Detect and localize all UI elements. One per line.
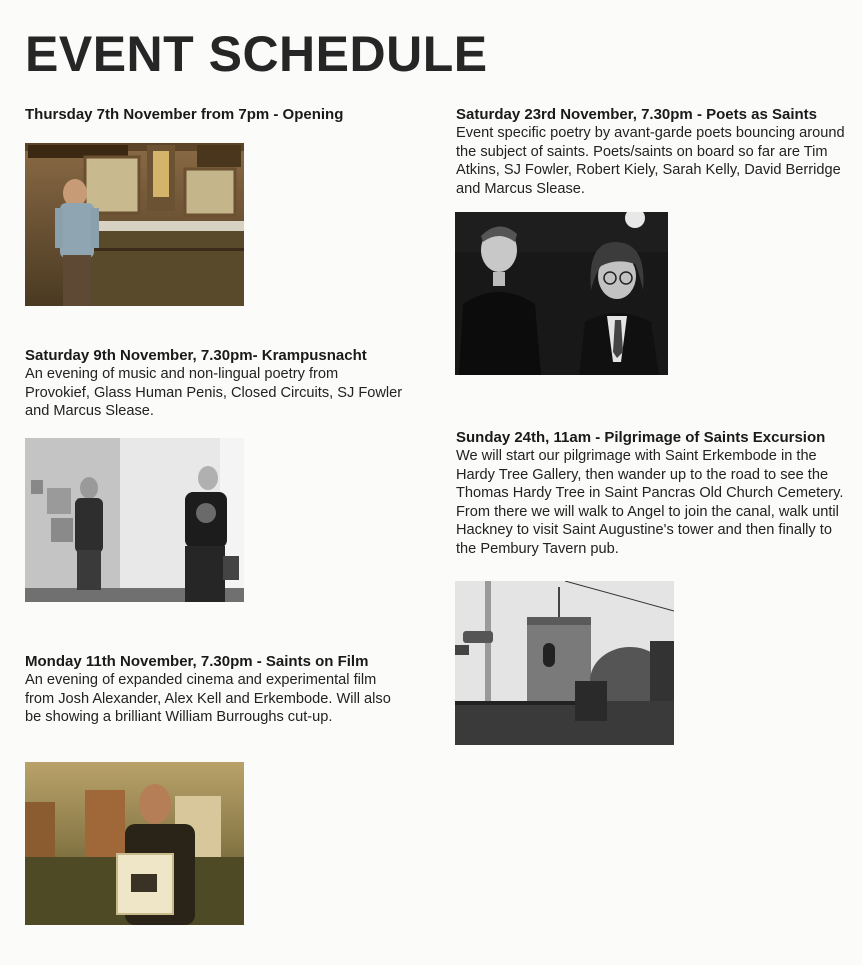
event-poets-as-saints: [456, 105, 848, 198]
event-opening: [25, 105, 405, 124]
event-photo-two-poets: [455, 212, 668, 375]
event-saints-on-film: [25, 652, 405, 727]
event-krampusnacht: [25, 346, 405, 421]
event-photo-man-with-box: [25, 762, 244, 925]
page-title: EVENT SCHEDULE: [25, 26, 488, 82]
event-photo-two-men-gallery: [25, 438, 244, 602]
event-heading: Monday 11th November, 7.30pm - Saints on Film: [25, 653, 369, 670]
event-heading: Thursday 7th November from 7pm - Opening: [25, 106, 344, 123]
event-description: An evening of expanded cinema and experimental film from Josh Alexander, Alex Kell and Erkembode. Will also be showing a brilliant William Burroughs cut-up.: [25, 672, 391, 725]
event-photo-church-tower: [455, 581, 674, 745]
event-heading: Saturday 9th November, 7.30pm- Krampusnacht: [25, 347, 367, 364]
event-photo-man-in-church: [25, 143, 244, 306]
event-description: Event specific poetry by avant-garde poets bouncing around the subject of saints. Poets/saints on board so far are Tim Atkins, SJ Fowler, Robert Kiely, Sarah Kelly, David Berridge and Marcus Slease.: [456, 125, 845, 197]
event-description: We will start our pilgrimage with Saint Erkembode in the Hardy Tree Gallery, then wander up to the road to see the Thomas Hardy Tree in Saint Pancras Old Church Cemetery. From there we will walk to Angel to join the canal, walk until Hackney to visit Saint Augustine's tower and then finally to the Pembury Tavern pub.: [456, 448, 844, 557]
event-pilgrimage: [456, 428, 848, 558]
event-heading: Saturday 23rd November, 7.30pm - Poets as Saints: [456, 106, 817, 123]
event-description: An evening of music and non-lingual poetry from Provokief, Glass Human Penis, Closed Circuits, SJ Fowler and Marcus Slease.: [25, 366, 403, 419]
event-heading: Sunday 24th, 11am - Pilgrimage of Saints Excursion: [456, 429, 826, 446]
